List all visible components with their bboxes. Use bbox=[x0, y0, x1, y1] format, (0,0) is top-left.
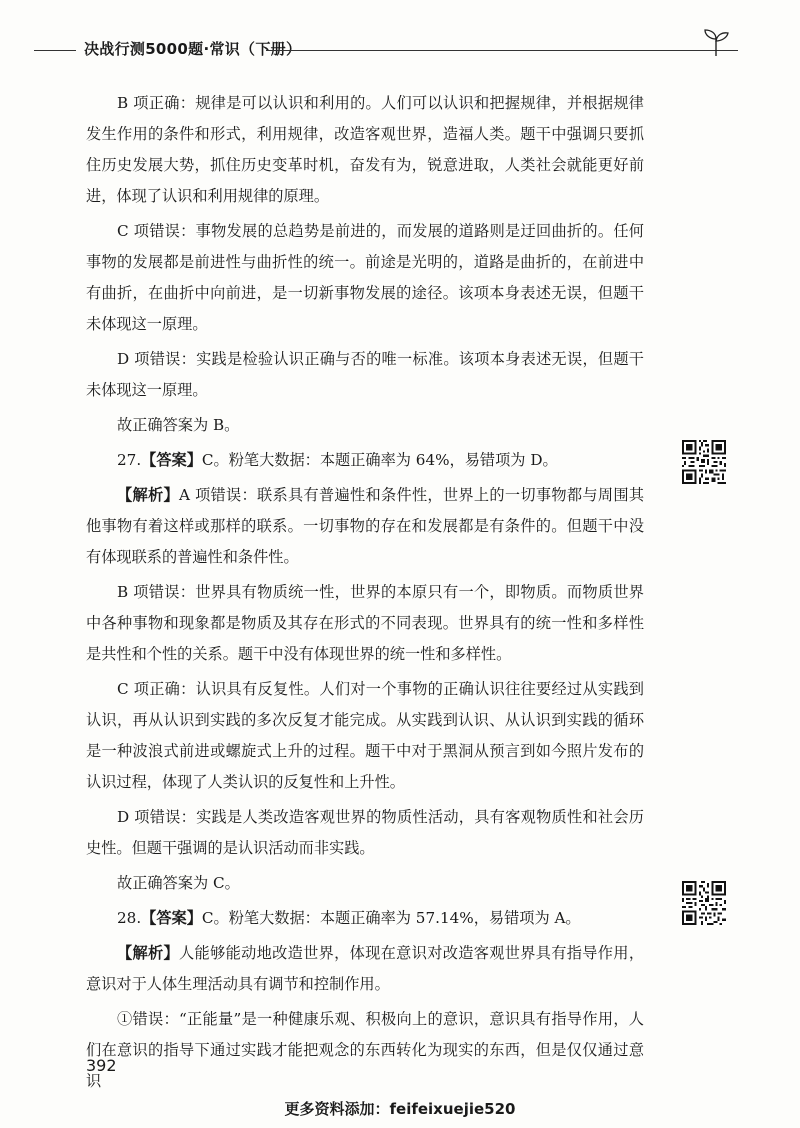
q28-number: 28. bbox=[117, 909, 142, 927]
header-title: 决战行测5000题·常识（下册） bbox=[84, 40, 302, 58]
q27-paragraph-c: C 项正确：认识具有反复性。人们对一个事物的正确认识往往要经过从实践到认识，再从认识到实践的多次反复才能完成。从实践到认识、从认识到实践的循环是一种波浪式前进或螺旋式上升的过程。题干中对于黑洞从预言到如今照片发布的认识过程，体现了人类认识的反复性和上升性。 bbox=[86, 680, 644, 791]
q28-analysis bbox=[86, 938, 644, 1000]
paragraph-d-wrong: D 项错误：实践是检验认识正确与否的唯一标准。该项本身表述无误，但题干未体现这一原理。 bbox=[86, 350, 644, 399]
q27-answer bbox=[86, 445, 644, 476]
paragraph-answer-b: 故正确答案为 B。 bbox=[117, 416, 240, 434]
footer-note: 更多资料添加：feifeixuejie520 bbox=[284, 1100, 516, 1118]
header-rule-left bbox=[34, 50, 76, 51]
q27-paragraph-answer: 故正确答案为 C。 bbox=[117, 874, 240, 892]
sprout-icon bbox=[700, 26, 732, 58]
q27-number: 27. bbox=[117, 451, 142, 469]
q28-analysis-text: 人能够能动地改造世界，体现在意识对改造客观世界具有指导作用，意识对于人体生理活动具有调节和控制作用。 bbox=[86, 944, 645, 993]
q28-answer bbox=[86, 903, 644, 934]
q27-answer-label: 【答案】 bbox=[141, 451, 202, 469]
q27-analysis-label: 【解析】 bbox=[117, 486, 179, 504]
paragraph-b-correct: B 项正确：规律是可以认识和利用的。人们可以认识和把握规律，并根据规律发生作用的条件和形式，利用规律，改造客观世界，造福人类。题干中强调只要抓住历史发展大势，抓住历史变革时机，奋发有为，锐意进取，人类社会就能更好前进，体现了认识和利用规律的原理。 bbox=[86, 94, 644, 205]
q28-answer-label: 【答案】 bbox=[141, 909, 202, 927]
paragraph-c-wrong: C 项错误：事物发展的总趋势是前进的，而发展的道路则是迂回曲折的。任何事物的发展都是前进性与曲折性的统一。前途是光明的，道路是曲折的，在前进中有曲折，在曲折中向前进，是一切新事物发展的途径。该项本身表述无误，但题干未体现这一原理。 bbox=[86, 222, 644, 333]
running-header bbox=[34, 36, 734, 60]
q27-analysis-text: A 项错误：联系具有普遍性和条件性，世界上的一切事物都与周围其他事物有着这样或那样的联系。一切事物的存在和发展都是有条件的。但题干中没有体现联系的普遍性和条件性。 bbox=[86, 486, 645, 566]
q28-paragraph-1: ①错误：“正能量”是一种健康乐观、积极向上的意识，意识具有指导作用，人们在意识的指导下通过实践才能把观念的东西转化为现实的东西，但是仅仅通过意识 bbox=[86, 1010, 644, 1090]
q28-analysis-label: 【解析】 bbox=[117, 944, 180, 962]
page-body bbox=[86, 88, 644, 1097]
q27-analysis bbox=[86, 480, 644, 573]
qr-code-icon[interactable] bbox=[682, 440, 726, 484]
qr-code-icon[interactable] bbox=[682, 881, 726, 925]
q27-paragraph-d: D 项错误：实践是人类改造客观世界的物质性活动，具有客观物质性和社会历史性。但题干强调的是认识活动而非实践。 bbox=[86, 808, 644, 857]
header-rule-right bbox=[266, 50, 738, 51]
q28-answer-text: C。粉笔大数据：本题正确率为 57.14%，易错项为 A。 bbox=[201, 909, 581, 927]
page-number: 392 bbox=[86, 1056, 117, 1075]
q27-answer-text: C。粉笔大数据：本题正确率为 64%，易错项为 D。 bbox=[201, 451, 558, 469]
q27-paragraph-b: B 项错误：世界具有物质统一性，世界的本原只有一个，即物质。而物质世界中各种事物和现象都是物质及其存在形式的不同表现。世界具有的统一性和多样性是共性和个性的关系。题干中没有体现世界的统一性和多样性。 bbox=[86, 583, 644, 663]
